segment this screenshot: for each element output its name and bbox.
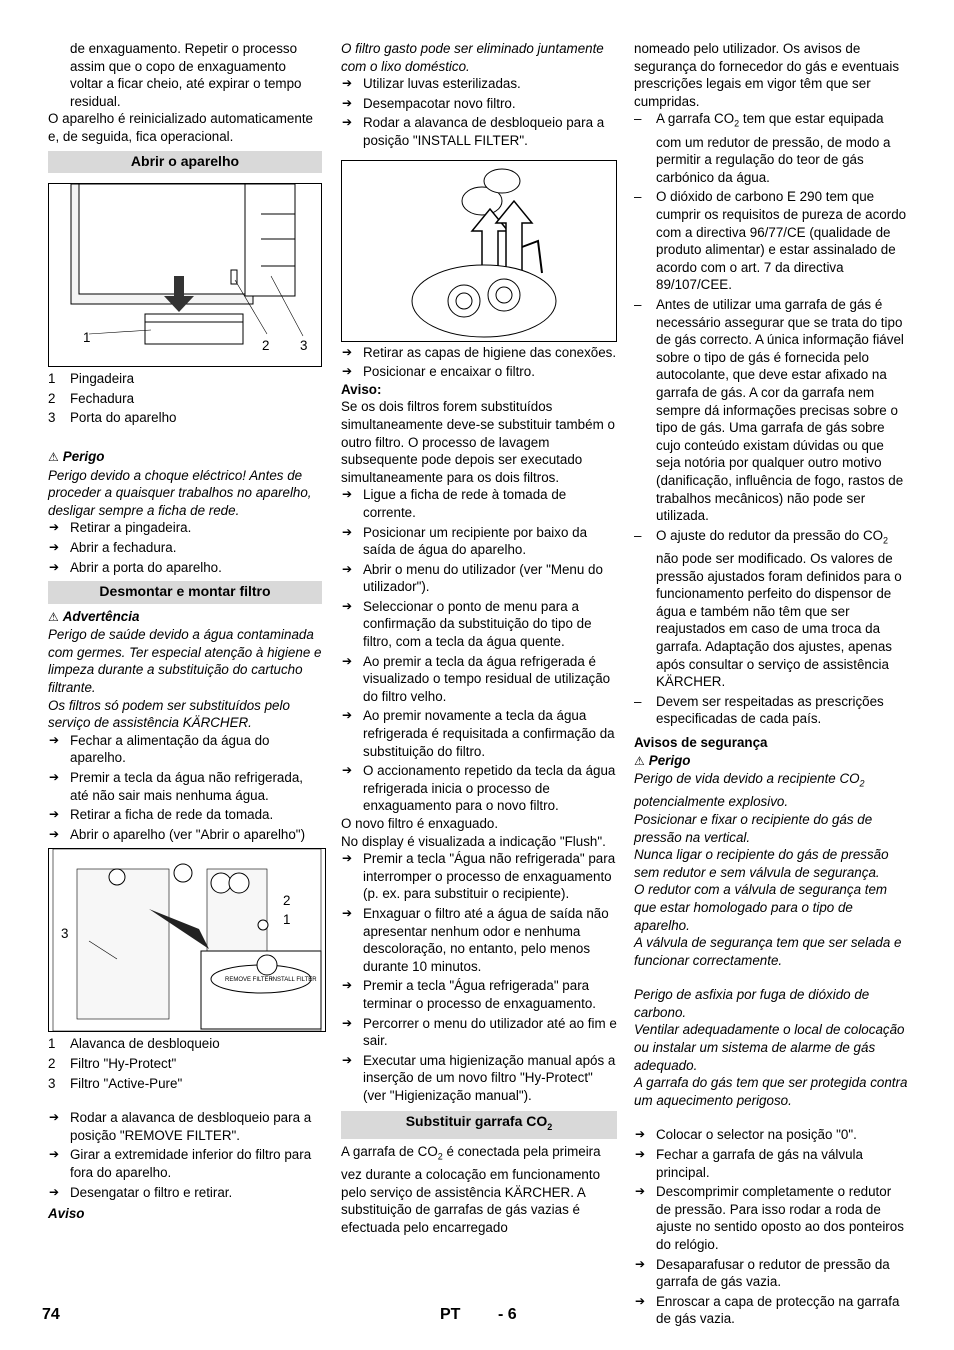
figure-install-filter — [341, 160, 617, 342]
step: ➔ Fechar a alimentação da água do aparelho. — [48, 732, 322, 767]
step: ➔ Desengatar o filtro e retirar. — [48, 1184, 322, 1202]
step: ➔ Ligue a ficha de rede à tomada de corrente. — [341, 486, 617, 521]
filters-illustration — [49, 849, 325, 1031]
paragraph: O novo filtro é enxaguado. — [341, 816, 499, 831]
language-code: PT — [440, 1306, 461, 1323]
section-heading-filtro: Desmontar e montar filtro — [48, 581, 322, 604]
list-item: – O ajuste do redutor da pressão do $CO_2$ não pode ser modificado. Os valores de pressão ajustados foram definidos para o funcionamento perfeito do dispensor de água e também não têm que ser reajustados em caso de uma troca da garrafa. Adaptação dos ajustes, apenas após consultar o serviço de assistência KÄRCHER. — [634, 527, 908, 691]
figure-label: 2 — [283, 893, 291, 909]
step: ➔ Executar uma higienização manual após a inserção de um novo filtro "Hy-Protect" (ver "Higienização manual"). — [341, 1052, 617, 1105]
legend-item: 1 Pingadeira — [48, 371, 135, 387]
step: ➔ Premir a tecla "Água refrigerada" para terminar o processo de enxaguamento. — [341, 977, 617, 1012]
step: ➔ Posicionar um recipiente por baixo da saída de água do aparelho. — [341, 524, 617, 559]
figure-label: 2 — [262, 338, 270, 354]
note-text: Se os dois filtros forem substituídos simultaneamente deve-se substituir também o outro filtro. O processo de lavagem subsequente pode depois ser executado simultaneamente para os dois filtros. — [341, 399, 615, 485]
step: ➔ Abrir a porta do aparelho. — [48, 559, 322, 577]
section-heading-garrafa: Substituir garrafa $CO_2$ — [341, 1111, 617, 1139]
inset-label-install: INSTALL FILTER — [271, 977, 317, 984]
section-heading-abrir: Abrir o aparelho — [48, 151, 322, 174]
step: ➔ Ao premir a tecla da água refrigerada é visualizado o tempo residual de utilização do filtro velho. — [341, 653, 617, 706]
warning-heading: ⚠ Advertência — [48, 608, 140, 624]
step: ➔ Descomprimir completamente o redutor de pressão. Para isso rodar a roda de ajuste no sentido oposto ao dos ponteiros do relógio. — [634, 1183, 908, 1253]
warning-icon: ⚠ — [48, 609, 59, 624]
warning-text: Perigo de saúde devido a água contaminada com germes. Ter especial atenção à higiene e limpeza durante a substituição do cartucho filtrante. — [48, 627, 322, 696]
step: ➔ Ao premir novamente a tecla da água refrigerada é requisitada a confirmação da substituição do filtro. — [341, 707, 617, 760]
paragraph: A garrafa de $CO_2$ é conectada pela primeira vez durante a colocação em funcionamento pelo serviço de assistência KÄRCHER. A substituição de garrafas de gás vazias é efectuada pelo encarregado — [341, 1143, 601, 1235]
step: ➔ Retirar as capas de higiene das conexões. — [341, 344, 617, 362]
step: ➔ Premir a tecla "Água não refrigerada" para interromper o processo de enxaguamento (p. ex. para substituir o recipiente). — [341, 850, 617, 903]
paragraph: de enxaguamento. Repetir o processo assim que o copo de enxaguamento voltar a ficar cheio, até expirar o tempo residual. — [70, 41, 302, 109]
list-item: – Devem ser respeitadas as prescrições especificadas de cada país. — [634, 693, 908, 728]
step: ➔ Desaparafusar o redutor de pressão da garrafa de gás vazia. — [634, 1256, 908, 1291]
list-item: – O dióxido de carbono E 290 tem que cumprir os requisitos de pureza de acordo com a directiva 96/77/CE (qualidade de produto alimentar) e estar assinalado de acordo com o art. 7 da directiva 89/107/CEE. — [634, 188, 908, 294]
column-1 — [48, 40, 322, 1223]
danger-text: Nunca ligar o recipiente do gás de pressão sem redutor e sem válvula de segurança. — [634, 847, 889, 880]
step: ➔ Retirar a ficha de rede da tomada. — [48, 806, 322, 824]
step: ➔ O accionamento repetido da tecla da água refrigerada inicia o processo de enxaguamento para o novo filtro. — [341, 762, 617, 815]
step: ➔ Abrir o menu do utilizador (ver "Menu do utilizador"). — [341, 561, 617, 596]
danger-text: O redutor com a válvula de segurança tem que estar homologado para o tipo de aparelho. — [634, 882, 888, 933]
danger-text: A garrafa do gás tem que ser protegida contra um aquecimento perigoso. — [634, 1075, 908, 1108]
danger-text: Ventilar adequadamente o local de colocação ou instalar um sistema de alarme de gás adequado. — [634, 1022, 905, 1073]
step: ➔ Seleccionar o ponto de menu para a confirmação da substituição do tipo de filtro, com a tecla da água quente. — [341, 598, 617, 651]
step: ➔ Utilizar luvas esterilizadas. — [341, 75, 617, 93]
danger-heading: ⚠ Perigo — [48, 448, 105, 464]
step: ➔ Rodar a alavanca de desbloqueio para a posição "INSTALL FILTER". — [341, 114, 617, 149]
danger-text: Posicionar e fixar o recipiente do gás de pressão na vertical. — [634, 811, 873, 845]
figure-label: 3 — [300, 338, 308, 354]
legend-item: 1 Alavanca de desbloqueio — [48, 1036, 220, 1052]
paragraph: O aparelho é reinicializado automaticamente e, de seguida, fica operacional. — [48, 111, 313, 144]
warning-icon: ⚠ — [48, 449, 59, 464]
step: ➔ Enroscar a capa de protecção na garrafa de gás vazia. — [634, 1293, 908, 1328]
subsection-heading: Avisos de segurança — [634, 734, 768, 750]
figure-open-device — [48, 183, 322, 367]
step: ➔ Retirar a pingadeira. — [48, 519, 322, 537]
section-page: - 6 — [498, 1306, 517, 1323]
step: ➔ Percorrer o menu do utilizador até ao fim e sair. — [341, 1015, 617, 1050]
step: ➔ Fechar a garrafa de gás na válvula principal. — [634, 1146, 908, 1181]
page-number: 74 — [42, 1306, 60, 1323]
step: ➔ Desempacotar novo filtro. — [341, 95, 617, 113]
list-item: – Antes de utilizar uma garrafa de gás é necessário assegurar que se trata do tipo de gás correcto. A única informação fiável sobre o tipo de gás é fornecida pelo autocolante, que deve estar afixado na garrafa de gás. A cor da garrafa nem sempre dá informações precisas sobre o tipo de gás. Uma garrafa de gás sobre cujo conteúdo existam dúvidas ou que seja notória por qualquer outro motivo (danificação, influência de fogo, rastos de trabalhos mecânicos) não pode ser utilizada. — [634, 296, 908, 525]
note-heading: Aviso — [48, 1206, 85, 1222]
legend-item: 3 Porta do aparelho — [48, 410, 177, 426]
column-2 — [341, 40, 617, 1237]
danger-text: Perigo devido a choque eléctrico! Antes de proceder a quaisquer trabalhos no aparelho, desligar sempre a ficha de rede. — [48, 467, 312, 518]
danger-heading: ⚠ Perigo — [634, 752, 691, 768]
column-3 — [634, 40, 908, 1328]
step: ➔ Posicionar e encaixar o filtro. — [341, 363, 617, 381]
legend-1 — [48, 370, 322, 427]
inset-label-remove: REMOVE FILTER — [225, 977, 273, 984]
warning-text: Os filtros só podem ser substituídos pelo serviço de assistência KÄRCHER. — [48, 697, 290, 731]
danger-text: A válvula de segurança tem que ser selada e funcionar correctamente. — [634, 935, 902, 968]
figure-label: 1 — [83, 330, 91, 346]
figure-label: 3 — [61, 926, 69, 942]
paragraph: nomeado pelo utilizador. Os avisos de segurança do fornecedor do gás e eventuais prescrições legais em vigor têm que ser cumpridas. — [634, 41, 900, 109]
step: ➔ Abrir a fechadura. — [48, 539, 322, 557]
legend-2 — [48, 1035, 322, 1092]
step: ➔ Premir a tecla da água não refrigerada, até não sair mais nenhuma água. — [48, 769, 322, 804]
danger-text: Perigo de vida devido a recipiente $CO_2$ potencialmente explosivo. — [634, 771, 865, 810]
note-heading: Aviso: — [341, 381, 382, 397]
danger-text: Perigo de asfixia por fuga de dióxido de carbono. — [634, 987, 870, 1020]
step: ➔ Abrir o aparelho (ver "Abrir o aparelho") — [48, 826, 322, 844]
legend-item: 2 Fechadura — [48, 390, 135, 406]
step: ➔ Colocar o selector na posição "0". — [634, 1126, 908, 1144]
paragraph: O filtro gasto pode ser eliminado juntamente com o lixo doméstico. — [341, 41, 604, 74]
legend-item: 2 Filtro "Hy-Protect" — [48, 1056, 177, 1071]
step: ➔ Girar a extremidade inferior do filtro para fora do aparelho. — [48, 1146, 322, 1181]
warning-icon: ⚠ — [634, 753, 645, 768]
step: ➔ Enxaguar o filtro até a água de saída não apresentar nenhum odor e nenhuma descoloração, no entanto, pelo menos durante 10 minutos. — [341, 905, 617, 975]
paragraph: No display é visualizada a indicação "Flush". — [341, 833, 606, 849]
figure-filters — [48, 848, 326, 1032]
list-item: – A garrafa $CO_2$ tem que estar equipada com um redutor de pressão, de modo a permitir a regulação do teor de gás carbónico da água. — [634, 110, 908, 186]
figure-label: 1 — [283, 912, 291, 928]
legend-item: 3 Filtro "Active-Pure" — [48, 1075, 183, 1091]
step: ➔ Rodar a alavanca de desbloqueio para a posição "REMOVE FILTER". — [48, 1109, 322, 1144]
install-filter-illustration — [342, 161, 616, 341]
